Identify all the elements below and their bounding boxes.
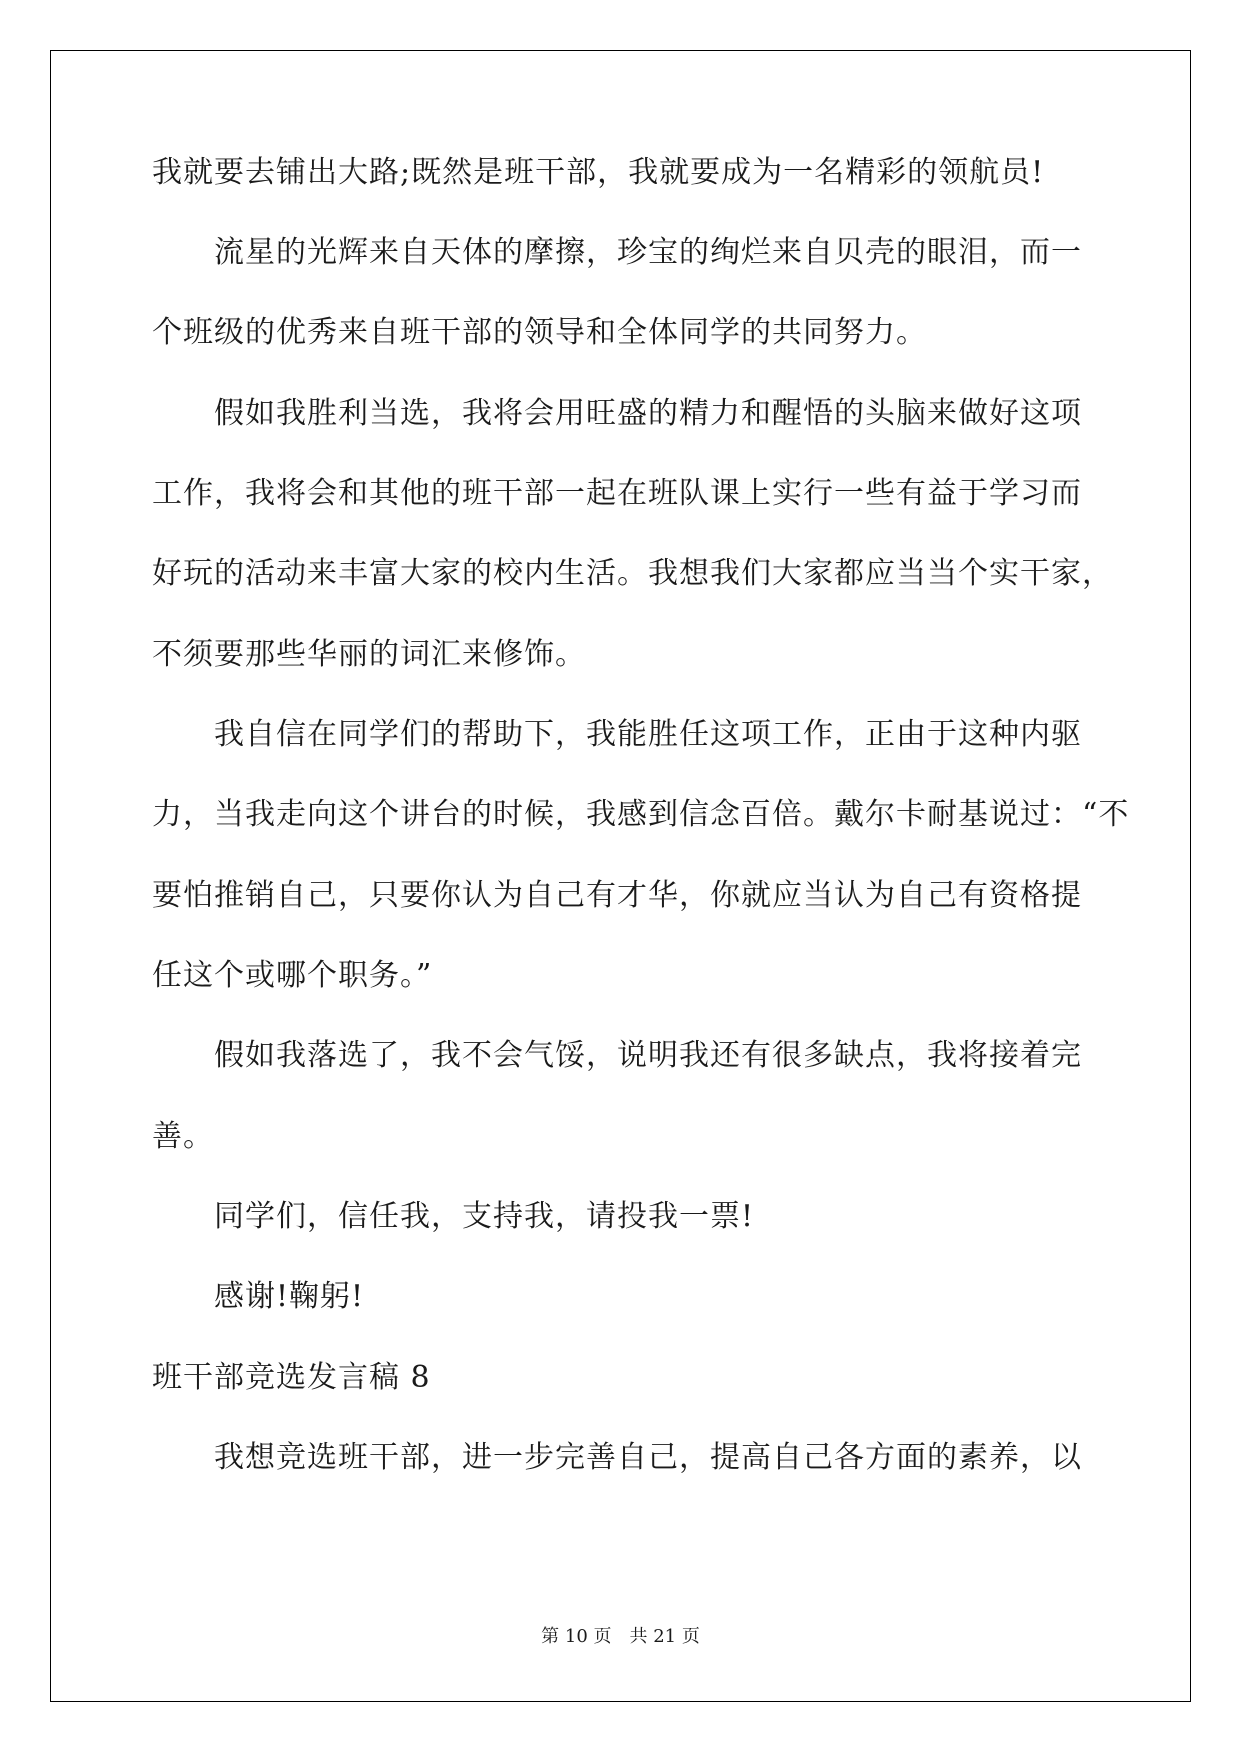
text-line: 我就要去铺出大路;既然是班干部，我就要成为一名精彩的领航员! [152,155,1045,190]
text-line: 好玩的活动来丰富大家的校内生活。我想我们大家都应当当个实干家， [152,556,1113,591]
text-line: 我想竞选班干部，进一步完善自己，提高自己各方面的素养，以 [214,1440,1082,1475]
text-line: 假如我落选了，我不会气馁，说明我还有很多缺点，我将接着完 [214,1038,1082,1073]
page-footer: 第 10 页 共 21 页 [541,1626,700,1647]
text-line: 个班级的优秀来自班干部的领导和全体同学的共同努力。 [152,315,927,350]
text-line: 要怕推销自己，只要你认为自己有才华，你就应当认为自己有资格提 [152,878,1082,913]
text-line: 同学们，信任我，支持我，请投我一票! [214,1199,755,1234]
text-line: 善。 [152,1119,214,1154]
text-line: 流星的光辉来自天体的摩擦，珍宝的绚烂来自贝壳的眼泪，而一 [214,235,1082,270]
text-line: 感谢!鞠躬! [214,1279,365,1314]
section-heading: 班干部竞选发言稿 8 [152,1360,431,1395]
text-line: 力，当我走向这个讲台的时候，我感到信念百倍。戴尔卡耐基说过：“不 [152,797,1130,832]
text-line: 我自信在同学们的帮助下，我能胜任这项工作，正由于这种内驱 [214,717,1082,752]
text-line: 假如我胜利当选，我将会用旺盛的精力和醒悟的头脑来做好这项 [214,396,1082,431]
text-line: 任这个或哪个职务。” [152,958,433,993]
text-line: 工作，我将会和其他的班干部一起在班队课上实行一些有益于学习而 [152,476,1082,511]
text-line: 不须要那些华丽的词汇来修饰。 [152,637,586,672]
